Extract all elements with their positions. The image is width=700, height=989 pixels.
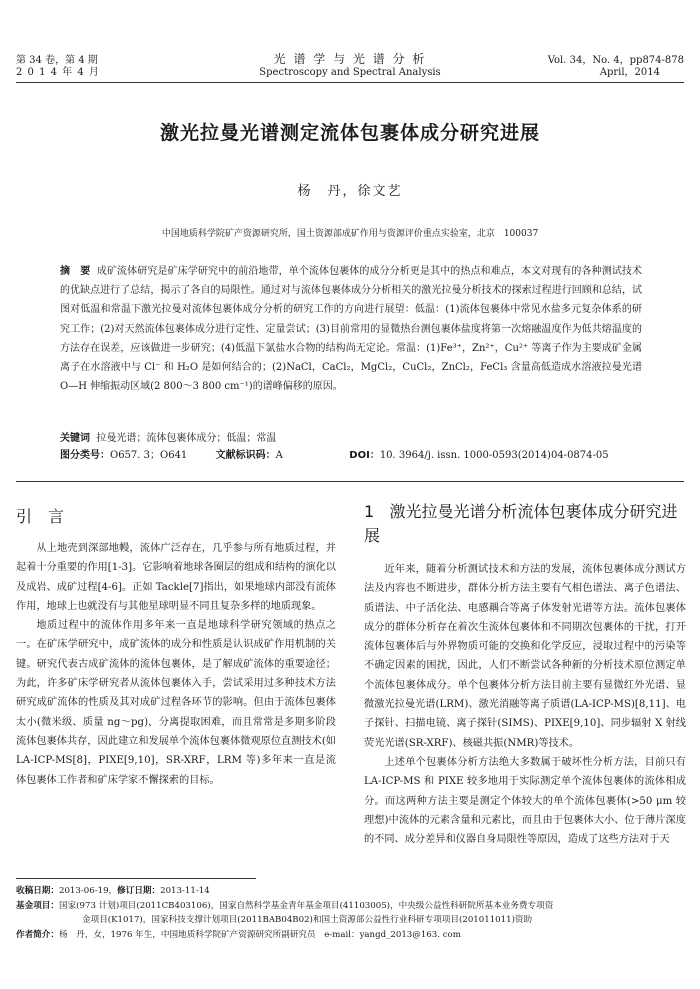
revised-date: 2013-11-14 (160, 886, 210, 896)
abstract-rule (16, 481, 684, 482)
keywords-text: 拉曼光谱；流体包裹体成分；低温；常温 (96, 433, 277, 444)
classification-line (60, 448, 660, 464)
fund-label: 基金项目： (16, 900, 59, 911)
footnote-dates (16, 884, 684, 899)
doi-label: DOI： (349, 450, 380, 461)
header-date-cn: 2 0 1 4 年 4 月 (16, 67, 100, 78)
clc-value: O657. 3；O641 (110, 450, 188, 461)
header-journal-cn: 光 谱 学 与 光 谱 分 析 (273, 52, 427, 66)
fund-line-2: 金项目(K1017)，国家科技支撑计划项目(2011BAB04B02)和国土资源部公益性行业科研专项项目(201011011)资助 (82, 915, 533, 925)
section1-paragraph: 近年来，随着分析测试技术和方法的发展，流体包裹体成分测试方法及内容也不断进步，群体分析方法主要有气相色谱法、离子色谱法、质谱法、中子活化法、电感耦合等离子体发射光谱等方法。流体包裹体成分的群体分析存在着次生流体包裹体和不同期次包裹体的干扰，打开流体包裹体后与外界物质可能的交换和化学反应，浸取过程中的污染等不确定因素的困扰，因此，人们不断尝试各种新的分析技术原位测定单个流体包裹体成分。单个包裹体分析方法目前主要有显微红外光谱、显微激光拉曼光谱(LRM)、激光消融等离子质谱(LA-ICP-MS)[8,11]、电子探针、扫描电镜、离子探针(SIMS)、PIXE[9,10]、同步辐射 X 射线荧光光谱(SR-XRF)、核磁共振(NMR)等技术。 (364, 564, 686, 749)
section1-number: 1 (364, 502, 375, 521)
bio-label: 作者简介： (16, 929, 59, 940)
section1-heading (364, 500, 686, 548)
paper-affiliation: 中国地质科学院矿产资源研究所，国土资源部成矿作用与资源评价重点实验室，北京 100037 (161, 229, 539, 239)
keywords (60, 431, 660, 447)
doc-code-label: 文献标识码： (215, 450, 276, 461)
intro-paragraph: 地质过程中的流体作用多年来一直是地球科学研究领域的热点之一。在矿床学研究中，成矿流体的成分和性质是认识成矿作用机制的关键。研究代表古成矿流体的流体包裹体，是了解成矿流体的重要途径；为此，许多矿床学研究者从流体包裹体入手，尝试采用过多种技术方法研究成矿流体的性质及其对成矿过程各环节的影响。但由于流体包裹体太小(微米级、质量 ng～pg)，分离提取困难，而且常常是多期多阶段流体包裹体共存，因此建立和发展单个流体包裹体微观原位直测技术(如 LA-ICP-MS[8]，PIXE[9,10]，SR-XRF，LRM 等)多年来一直是流体包裹体工作者和矿床学家不懈探索的目标。 (16, 620, 336, 786)
footnote (16, 884, 684, 942)
footnote-rule (16, 878, 256, 879)
keywords-label: 关键词 (60, 433, 90, 444)
section1-paragraph: 上述单个包裹体分析方法绝大多数属于破坏性分析方法，目前只有 LA-ICP-MS 和 PIXE 较多地用于实际测定单个流体包裹体的流体相成分。而这两种方法主要是测定个体较大的单个流体包裹体(>50 μm 较理想)中流体的元素含量和元素比，而且由于包裹体大小、位于薄片深度的不同、成分差异和仪器自身局限性等原因，造成了这些方法对于天 (364, 756, 686, 846)
intro-heading: 引 言 (16, 507, 65, 526)
paper-authors: 杨 丹，徐文艺 (297, 184, 403, 199)
bio-text: 杨 丹，女，1976 年生，中国地质科学院矿产资源研究所副研究员 e-mail：yangd_2013@163. com (58, 929, 461, 940)
intro-body (16, 539, 336, 790)
section1-body (364, 560, 686, 849)
abstract-text: 成矿流体研究是矿床学研究中的前沿地带，单个流体包裹体的成分分析更是其中的热点和难点，本文对现有的各种测试技术的优缺点进行了总结，揭示了各自的局限性。通过对与流体包裹体成分分析相关的激光拉曼分析技术的探索过程进行回顾和总结，试图对低温和常温下激光拉曼对流体包裹体成分分析的研究工作的方向进行展望：低温：(1)流体包裹体中常见水盐多元复杂体系的研究工作；(2)对天然流体包裹体成分进行定性、定量尝试；(3)目前常用的显微热台测包裹体盐度将第一次熔融温度作为低共熔温度的方法存在误差，应该做进一步研究；(4)低温下氯盐水合物的结构尚无定论。常温：(1)Fe³⁺，Zn²⁺，Cu²⁺ 等离子作为主要成矿金属离子在水溶液中与 Cl⁻ 和 H₂O 是如何结合的；(2)NaCl，CaCl₂，MgCl₂，CuCl₂，ZnCl₂，FeCl₃ 含量高低造成水溶液拉曼光谱 O—H 伸缩振动区域(2 800～3 800 cm⁻¹)的谱峰偏移的原因。 (60, 266, 643, 393)
abstract-label: 摘 要 (60, 266, 91, 277)
doc-code-value: A (275, 450, 283, 461)
header-rule (16, 82, 684, 83)
section1-title: 激光拉曼光谱分析流体包裹体成分研究进展 (364, 502, 678, 545)
footnote-bio (16, 928, 684, 943)
doi-value: 10. 3964/j. issn. 1000-0593(2014)04-0874-05 (379, 450, 609, 461)
received-date: 2013-06-19， (58, 886, 118, 896)
abstract (60, 262, 642, 396)
intro-paragraph: 从上地壳到深部地幔，流体广泛存在，几乎参与所有地质过程，并起着十分重要的作用[1-3]。它影响着地球各圈层的组成和结构的演化以及成岩、成矿过程[4-6]。正如 Tackle[7]指出，如果地球内部没有流体作用，地球上也就没有与其他星球明显不同且复杂多样的地质现象。 (16, 543, 336, 612)
paper-title: 激光拉曼光谱测定流体包裹体成分研究进展 (159, 122, 540, 144)
received-label: 收稿日期： (16, 886, 59, 896)
header-date-en: April，2014 (599, 67, 660, 78)
header-journal-en: Spectroscopy and Spectral Analysis (259, 67, 441, 78)
revised-label: 修订日期： (117, 886, 161, 896)
fund-line-1: 国家(973 计划)项目(2011CB403106)，国家自然科学基金青年基金项目(41103005)，中央级公益性科研院所基本业务费专项资 (58, 900, 554, 911)
clc-label: 图分类号： (60, 450, 110, 461)
footnote-fund (16, 899, 684, 914)
header-volume-en: Vol. 34，No. 4，pp874-878 (547, 55, 684, 66)
header-volume-cn: 第 34 卷，第 4 期 (16, 55, 98, 66)
